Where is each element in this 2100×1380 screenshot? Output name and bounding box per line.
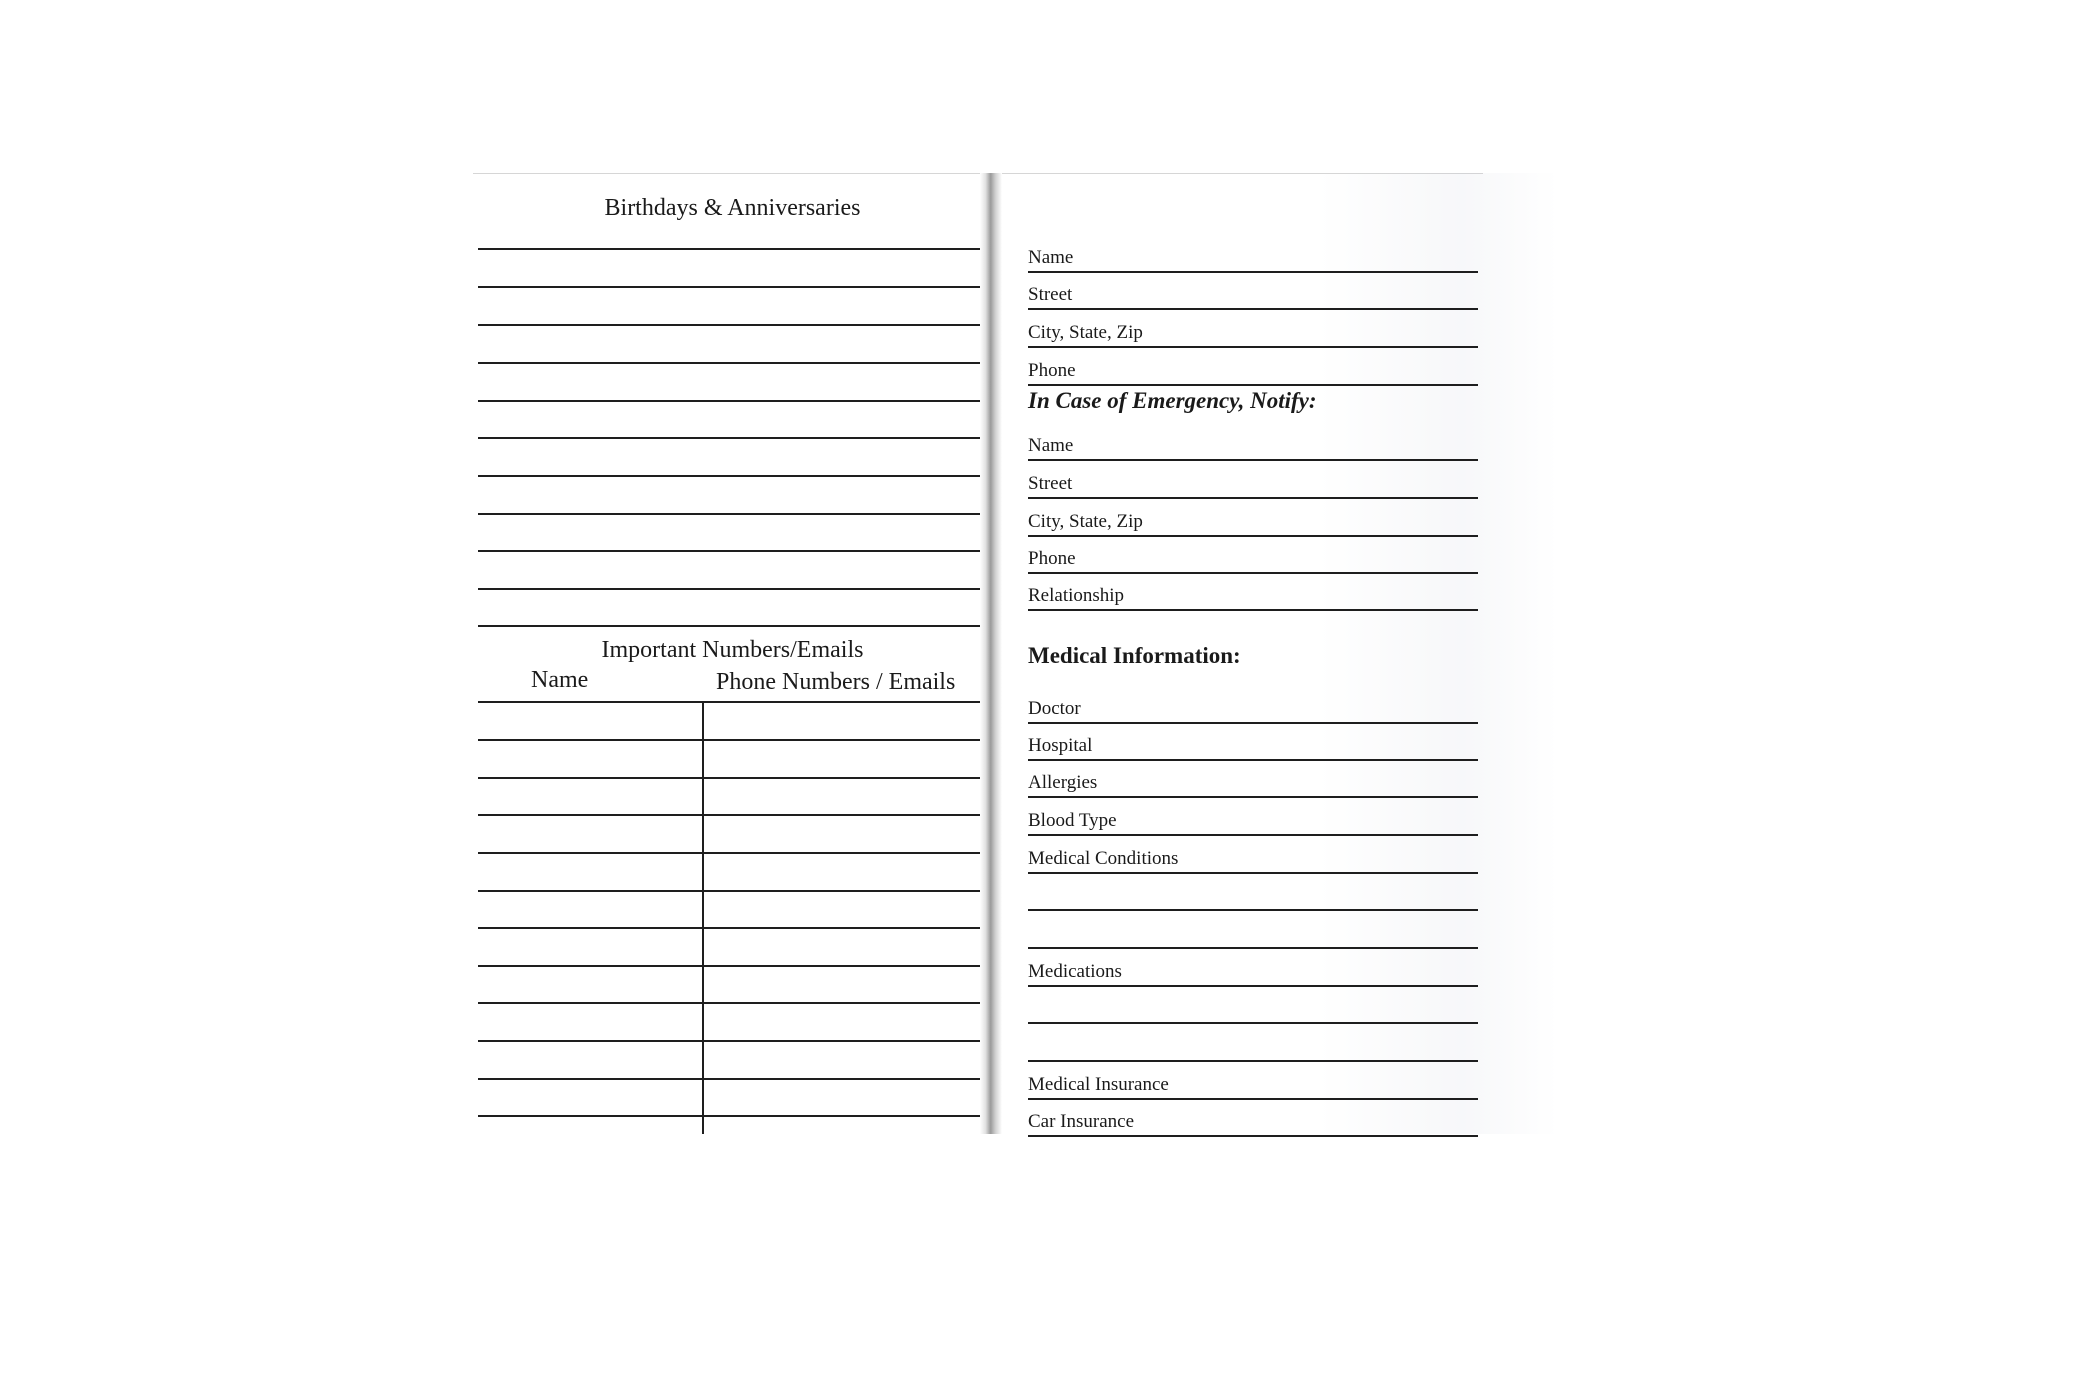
right-page: [473, 173, 1483, 1134]
emergency-heading: In Case of Emergency, Notify:: [1028, 388, 1317, 413]
field-emergency-name[interactable]: [1028, 431, 1478, 461]
field-medical-conditions-blank[interactable]: [1028, 919, 1478, 949]
field-line: [1028, 271, 1478, 273]
field-label: City, State, Zip: [1028, 511, 1143, 532]
field-line: [1028, 1060, 1478, 1062]
field-label: Phone: [1028, 548, 1076, 569]
numbers-title: Important Numbers/Emails: [601, 637, 864, 663]
field-label: Street: [1028, 284, 1073, 305]
field-line: [1028, 609, 1478, 611]
field-line: [1028, 1135, 1478, 1137]
field-emergency-city-state-zip[interactable]: [1028, 507, 1478, 537]
field-allergies[interactable]: [1028, 768, 1478, 798]
field-line: [1028, 872, 1478, 874]
field-city-state-zip[interactable]: [1028, 318, 1478, 348]
field-medications-blank[interactable]: [1028, 994, 1478, 1024]
field-medical-insurance[interactable]: [1028, 1070, 1478, 1100]
field-label: Relationship: [1028, 585, 1125, 606]
field-line: [1028, 796, 1478, 798]
field-label: Medical Conditions: [1028, 848, 1179, 869]
field-label: Phone: [1028, 360, 1076, 381]
field-medications-blank[interactable]: [1028, 1032, 1478, 1062]
numbers-col-name: Name: [531, 667, 589, 693]
field-name[interactable]: [1028, 243, 1478, 273]
field-street[interactable]: [1028, 280, 1478, 310]
field-label: Name: [1028, 435, 1074, 456]
numbers-col-phone: Phone Numbers / Emails: [716, 669, 956, 695]
field-label: Medical Insurance: [1028, 1074, 1169, 1095]
field-car-insurance[interactable]: [1028, 1107, 1478, 1137]
field-phone[interactable]: [1028, 356, 1478, 386]
field-blood-type[interactable]: [1028, 806, 1478, 836]
field-line: [1028, 535, 1478, 537]
field-line: [1028, 459, 1478, 461]
field-line: [1028, 947, 1478, 949]
field-hospital[interactable]: [1028, 731, 1478, 761]
field-medical-conditions-blank[interactable]: [1028, 881, 1478, 911]
field-line: [1028, 722, 1478, 724]
field-emergency-relationship[interactable]: [1028, 581, 1478, 611]
field-medications[interactable]: [1028, 957, 1478, 987]
field-label: Street: [1028, 473, 1073, 494]
field-medical-conditions[interactable]: [1028, 844, 1478, 874]
field-emergency-street[interactable]: [1028, 469, 1478, 499]
field-label: Doctor: [1028, 698, 1081, 719]
field-line: [1028, 1098, 1478, 1100]
field-label: Car Insurance: [1028, 1111, 1135, 1132]
field-line: [1028, 497, 1478, 499]
field-emergency-phone[interactable]: [1028, 544, 1478, 574]
field-line: [1028, 572, 1478, 574]
medical-heading: Medical Information:: [1028, 643, 1241, 668]
field-label: Hospital: [1028, 735, 1093, 756]
field-label: Name: [1028, 247, 1074, 268]
field-label: Blood Type: [1028, 810, 1117, 831]
field-line: [1028, 384, 1478, 386]
field-line: [1028, 308, 1478, 310]
field-line: [1028, 346, 1478, 348]
field-line: [1028, 834, 1478, 836]
field-line: [1028, 985, 1478, 987]
field-line: [1028, 1022, 1478, 1024]
field-label: Medications: [1028, 961, 1122, 982]
field-doctor[interactable]: [1028, 694, 1478, 724]
field-label: Allergies: [1028, 772, 1098, 793]
field-line: [1028, 759, 1478, 761]
birthdays-title: Birthdays & Anniversaries: [604, 195, 861, 221]
field-line: [1028, 909, 1478, 911]
planner-spread: [473, 173, 1483, 1134]
field-label: City, State, Zip: [1028, 322, 1143, 343]
